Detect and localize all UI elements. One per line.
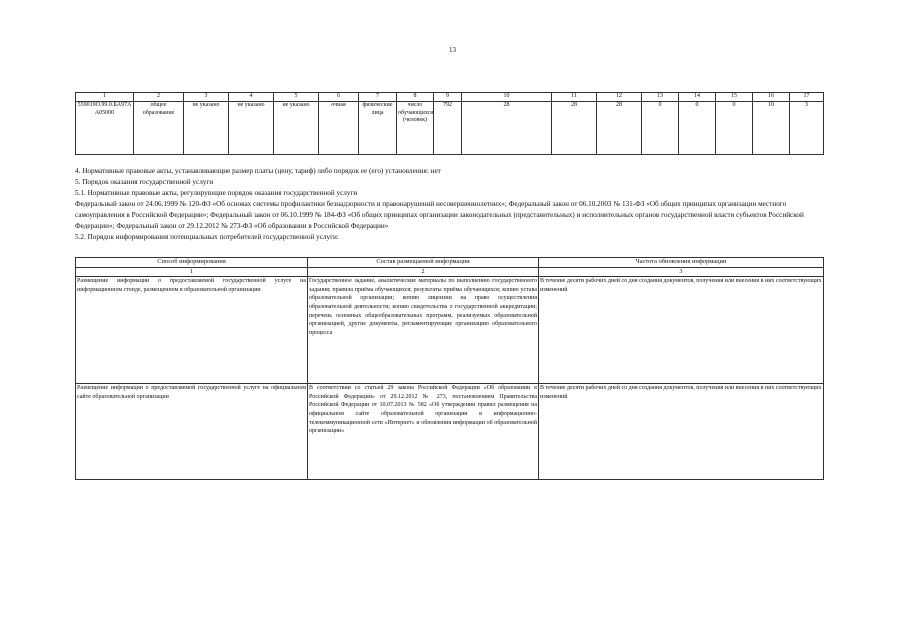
column-number: 3 (539, 267, 824, 277)
column-number: 14 (679, 93, 716, 102)
laws-paragraph: Федеральный закон от 24.06.1999 № 120-ФЗ «Об основах системы профилактики безнадзорности и правонарушений несовершеннолетних»; Федеральный закон от 06.10.2003 № 131-ФЗ «Об общих принципах организации местного самоуправления в Российской Федерации»; Федеральный закон от 06.10.1999 № 184-ФЗ «Об общих принципах организации законодательных (представительных) и исполнительных органов государственной власти субъектов Российской Федерации»; Федеральный закон от 29.12.2012 № 273-ФЗ «Об образовании в Российской Федерации» (75, 200, 804, 230)
table-number-row (76, 267, 824, 277)
table-header-row (76, 93, 824, 102)
column-number: 12 (597, 93, 642, 102)
table-cell: не указано (274, 102, 319, 155)
method-cell: Размещение информации о предоставляемой государственной услуге на официальном сайте образовательной организации (76, 384, 308, 480)
column-number: 17 (790, 93, 824, 102)
column-number: 2 (308, 267, 539, 277)
column-number: 7 (359, 93, 397, 102)
table-cell: 0 (642, 102, 679, 155)
frequency-cell: В течение десяти рабочих дней со дня создания документов, получения или внесения в них соответствующих изменений (539, 384, 824, 480)
service-volume-table (75, 92, 824, 155)
table-cell: 0 (716, 102, 753, 155)
table-cell: 10 (753, 102, 790, 155)
table-cell: 28 (552, 102, 597, 155)
table-cell: 3 (790, 102, 824, 155)
column-number: 16 (753, 93, 790, 102)
table-cell: число обучающихся (человек) (397, 102, 434, 155)
section-5-2-heading: 5.2. Порядок информирования потенциальных потребителей государственной услуги: (75, 233, 339, 241)
page-number: 13 (449, 46, 456, 54)
column-number: 11 (552, 93, 597, 102)
table-header-row (76, 258, 824, 268)
column-number: 3 (184, 93, 229, 102)
column-number: 8 (397, 93, 434, 102)
table-row (76, 384, 824, 480)
registry-code-cell: 559019О.99.0.БА97АА05000 (76, 102, 134, 155)
column-header: Частота обновления информации (539, 258, 824, 268)
table-cell: физические лица (359, 102, 397, 155)
column-number: 5 (274, 93, 319, 102)
column-number: 2 (134, 93, 184, 102)
table-cell: не указано (229, 102, 274, 155)
column-header: Состав размещаемой информации (308, 258, 539, 268)
table-cell: общее образование (134, 102, 184, 155)
column-number: 1 (76, 93, 134, 102)
section-5-heading: 5. Порядок оказания государственной услуги (75, 178, 214, 186)
column-number: 13 (642, 93, 679, 102)
column-number: 6 (319, 93, 359, 102)
frequency-cell: В течение десяти рабочих дней со дня создания документов, получения или внесения в них соответствующих изменений (539, 277, 824, 384)
table-cell: 28 (462, 102, 552, 155)
table-cell: 792 (434, 102, 462, 155)
table-row (76, 102, 824, 155)
method-cell: Размещение информации о предоставляемой государственной услуге на информационном стенде, размещенном в образовательной организации (76, 277, 308, 384)
table-cell: 0 (679, 102, 716, 155)
section-5-1-heading: 5.1. Нормативные правовые акты, регулирующие порядок оказания государственной услуги (75, 189, 358, 197)
column-number: 4 (229, 93, 274, 102)
column-number: 10 (462, 93, 552, 102)
table-cell: очная (319, 102, 359, 155)
section-4-fee-acts: 4. Нормативные правовые акты, устанавливающие размер платы (цену, тариф) либо порядок ее (его) установления: нет (75, 167, 441, 175)
table-row (76, 277, 824, 384)
informing-table (75, 257, 824, 480)
content-cell: Государственное задание, аналитические материалы по выполнению государственного задания; правила приёма обучающихся; результаты приёма обучающихся; копию устава образовательной организации; копию лицензии на право осуществления образовательной деятельности; копию свидетельства о государственной аккредитации; перечень основных общеобразовательных программ, реализуемых образовательной организацией, другие документы, регламентирующие организацию образовательного процесса (308, 277, 539, 384)
document-sections (75, 166, 825, 243)
column-number: 9 (434, 93, 462, 102)
table-cell: не указано (184, 102, 229, 155)
column-header: Способ информирования (76, 258, 308, 268)
content-cell: В соответствии со статьей 29 закона Российской Федерации «Об образовании в Российской Федерации» от 29.12.2012 № 273, постановлением Правительства Российской Федерации от 10.07.2013 № 582 «Об утверждении правил размещения на официальном сайте образовательной организации в информационно-телекоммуникационной сети «Интернет» и обновления информации об образовательной организации» (308, 384, 539, 480)
column-number: 15 (716, 93, 753, 102)
table-cell: 28 (597, 102, 642, 155)
column-number: 1 (76, 267, 308, 277)
